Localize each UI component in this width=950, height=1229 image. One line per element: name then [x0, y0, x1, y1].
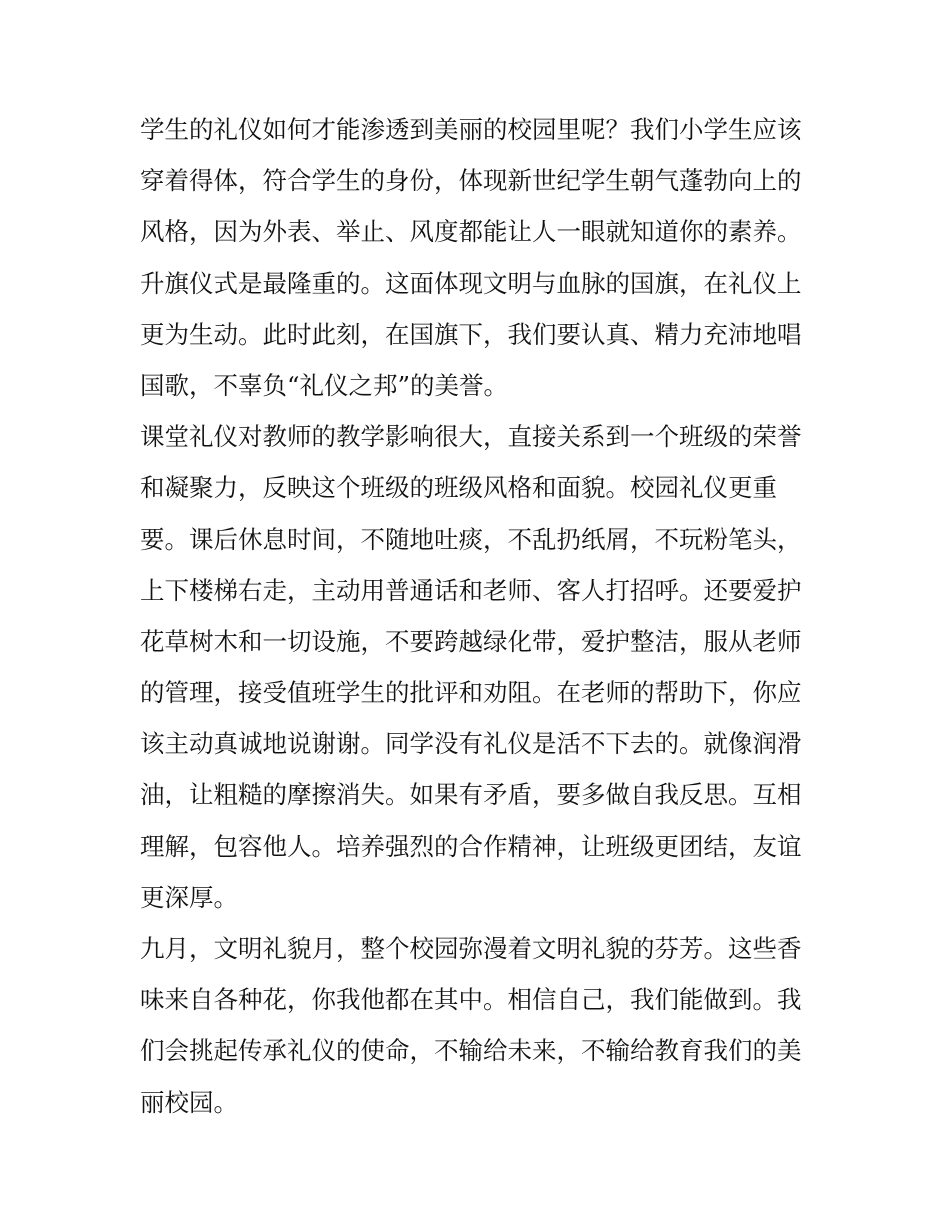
- text-line: 上下楼梯右走，主动用普通话和老师、客人打招呼。还要爱护: [140, 575, 802, 605]
- text-line: 穿着得体，符合学生的身份，体现新世纪学生朝气蓬勃向上的: [140, 166, 802, 196]
- text-line: 更为生动。此时此刻，在国旗下，我们要认真、精力充沛地唱: [140, 319, 802, 349]
- paragraph: [140, 923, 820, 1128]
- text-line: 们会挑起传承礼仪的使命，不输给未来，不输给教育我们的美: [140, 1036, 802, 1066]
- text-line: 该主动真诚地说谢谢。同学没有礼仪是活不下去的。就像润滑: [140, 729, 802, 759]
- text-line: 丽校园。: [140, 1087, 238, 1117]
- text-line: 和凝聚力，反映这个班级的班级风格和面貌。校园礼仪更重: [140, 473, 777, 503]
- paragraph: [140, 258, 820, 412]
- text-line: 风格，因为外表、举止、风度都能让人一眼就知道你的素养。: [140, 217, 802, 247]
- text-line: 花草树木和一切设施，不要跨越绿化带，爱护整洁，服从老师: [140, 626, 802, 656]
- text-line: 国歌，不辜负“礼仪之邦”的美誉。: [140, 370, 509, 400]
- text-line: 味来自各种花，你我他都在其中。相信自己，我们能做到。我: [140, 985, 802, 1015]
- text-line: 九月，文明礼貌月，整个校园弥漫着文明礼貌的芬芳。这些香: [140, 934, 802, 963]
- text-line: 理解，包容他人。培养强烈的合作精神，让班级更团结，友谊: [140, 831, 802, 861]
- paragraph: [140, 104, 820, 258]
- text-line: 学生的礼仪如何才能渗透到美丽的校园里呢？我们小学生应该: [140, 115, 802, 144]
- text-line: 要。课后休息时间，不随地吐痰，不乱扔纸屑，不玩粉笔头，: [140, 524, 802, 554]
- text-line: 更深厚。: [140, 882, 238, 912]
- text-line: 的管理，接受值班学生的批评和劝阻。在老师的帮助下，你应: [140, 678, 802, 708]
- text-line: 升旗仪式是最隆重的。这面体现文明与血脉的国旗，在礼仪上: [140, 268, 802, 298]
- text-line: 课堂礼仪对教师的教学影响很大，直接关系到一个班级的荣誉: [140, 422, 802, 452]
- document-body: [140, 104, 820, 1128]
- text-line: 油，让粗糙的摩擦消失。如果有矛盾，要多做自我反思。互相: [140, 780, 802, 810]
- paragraph: [140, 411, 820, 923]
